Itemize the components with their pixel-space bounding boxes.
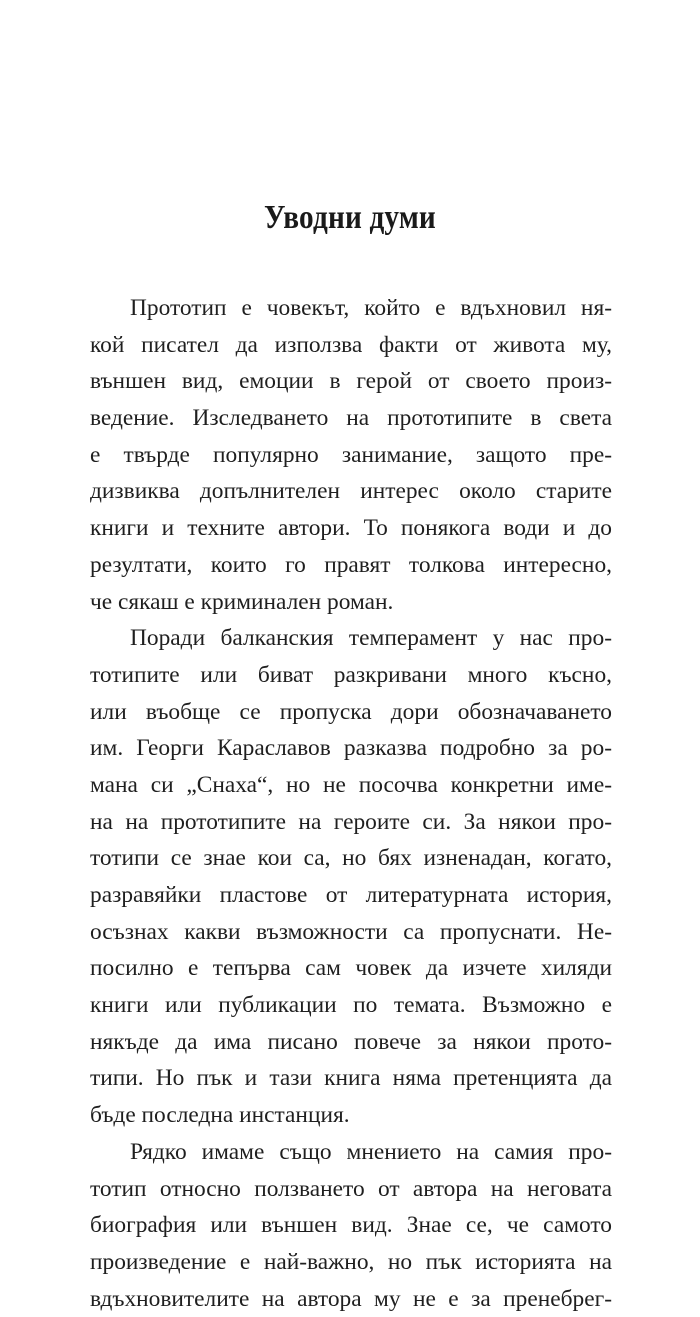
text-line: мана си „Снаха“, но не посочва конкретни име- (90, 771, 612, 798)
text-line: книги или публикации по темата. Възможно е (90, 992, 612, 1019)
text-line: посилно е тепърва сам човек да изчете хиляди (90, 955, 612, 982)
text-line: Поради балканския темперамент у нас про- (130, 625, 612, 652)
text-line: тотипите или биват разкривани много късно, (90, 661, 612, 688)
text-line: им. Георги Караславов разказва подробно за ро- (90, 735, 612, 762)
text-line: външен вид, емоции в герой от своето произ- (90, 368, 612, 395)
text-line: осъзнах какви възможности са пропуснати. Не- (90, 918, 612, 945)
text-line: вдъхновителите на автора му не е за пренебрег- (90, 1285, 612, 1312)
text-line: резултати, които го правят толкова интересно, (90, 551, 612, 578)
text-line: книги и техните автори. То понякога води и до (90, 515, 612, 542)
body-text (90, 290, 612, 1317)
text-line: типи. Но пък и тази книга няма претенцията да (90, 1065, 612, 1092)
text-line: тотип относно ползването от автора на неговата (90, 1175, 612, 1202)
text-line: кой писател да използва факти от живота му, (90, 331, 612, 358)
text-line: биография или външен вид. Знае се, че самото (90, 1212, 612, 1239)
text-line: бъде последна инстанция. (90, 1102, 350, 1129)
text-line: Прототип е човекът, който е вдъхновил ня- (130, 295, 612, 321)
text-line: някъде да има писано повече за някои прото- (90, 1028, 612, 1055)
text-line: разравяйки пластове от литературната история, (90, 882, 612, 908)
text-line: Рядко имаме също мнението на самия про- (130, 1138, 612, 1165)
text-line: че сякаш е криминален роман. (90, 588, 394, 615)
text-line: тотипи се знае кои са, но бях изненадан, когато, (90, 845, 612, 872)
text-line: ведение. Изследването на прототипите в света (90, 405, 612, 432)
text-line: или въобще се пропуска дори обозначаването (90, 698, 612, 725)
chapter-title: Уводни думи (264, 199, 436, 236)
text-line: на на прототипите на героите си. За някои про- (90, 808, 612, 835)
text-line: е твърде популярно занимание, защото пре- (90, 441, 612, 468)
text-line: дизвиква допълнителен интерес около старите (90, 478, 612, 505)
text-line: произведение е най-важно, но пък историята на (90, 1248, 612, 1275)
